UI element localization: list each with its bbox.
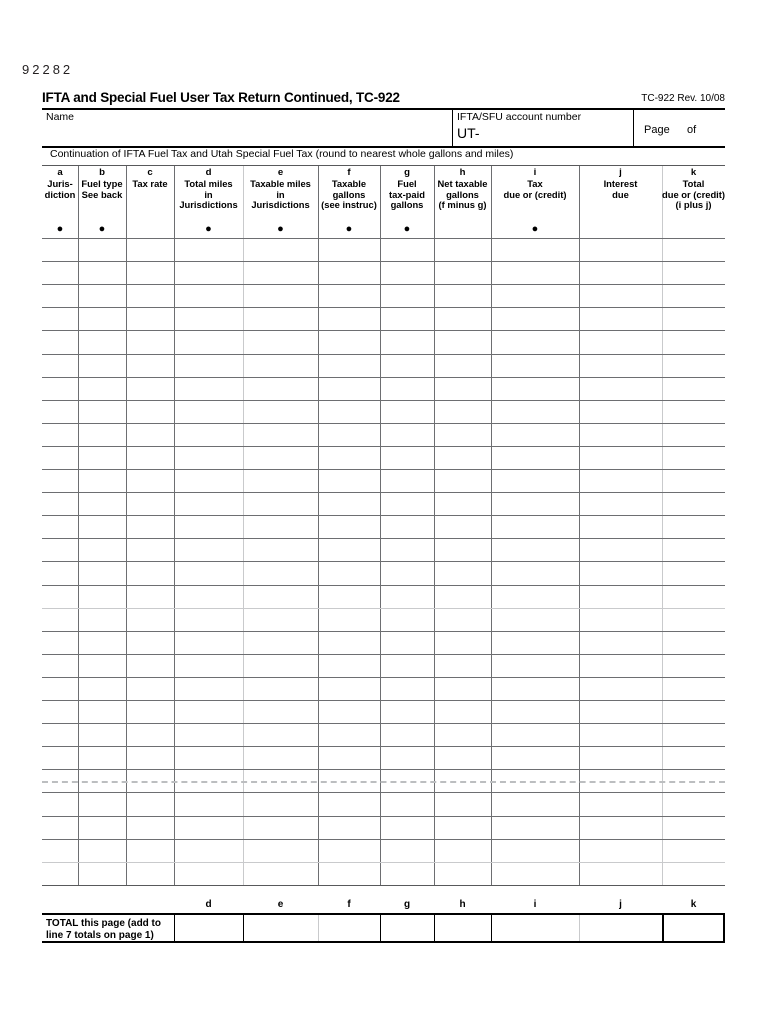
row-divider xyxy=(42,515,725,516)
required-bullet-a: ● xyxy=(56,223,64,235)
column-header-line: Jurisdictions xyxy=(251,199,310,211)
column-header-line: See back xyxy=(81,188,123,200)
revision-label: TC-922 Rev. 10/08 xyxy=(641,93,725,104)
total-column-letter-d: d xyxy=(205,899,212,910)
total-column-letters xyxy=(42,899,725,912)
total-cell-g[interactable] xyxy=(380,915,434,941)
total-label-line1: TOTAL this page (add to xyxy=(46,918,161,929)
row-divider xyxy=(42,330,725,331)
column-letter: a xyxy=(57,167,63,178)
column-header-j xyxy=(579,166,662,226)
column-header-b xyxy=(78,166,126,226)
column-header-e xyxy=(243,166,318,226)
column-header-line: Tax rate xyxy=(132,178,168,190)
row-divider xyxy=(42,446,725,447)
total-column-letter-e: e xyxy=(277,899,284,910)
row-divider xyxy=(42,746,725,747)
total-cell-f[interactable] xyxy=(318,915,380,941)
column-header-line: gallons xyxy=(446,188,479,200)
page-label: Page xyxy=(644,124,670,136)
row-divider xyxy=(42,284,725,285)
total-column-letter-k: k xyxy=(690,899,697,910)
row-divider xyxy=(42,862,725,863)
row-divider xyxy=(42,377,725,378)
column-header-line: (see instruc) xyxy=(321,199,377,211)
required-bullet-b: ● xyxy=(98,223,106,235)
required-bullet-f: ● xyxy=(345,223,353,235)
row-divider xyxy=(42,423,725,424)
column-divider xyxy=(662,166,663,885)
column-header-i xyxy=(491,166,579,226)
column-divider xyxy=(78,166,79,885)
row-divider xyxy=(42,400,725,401)
column-header-line: due or (credit) xyxy=(662,188,726,200)
header-fields-band xyxy=(42,110,725,146)
total-column-letter-j: j xyxy=(619,899,622,910)
row-divider xyxy=(42,492,725,493)
total-column-letter-f: f xyxy=(347,899,351,910)
row-divider xyxy=(42,354,725,355)
column-letter: h xyxy=(459,167,466,178)
required-bullet-e: ● xyxy=(277,223,284,235)
column-divider xyxy=(491,166,492,885)
column-header-line: Interest xyxy=(603,178,638,190)
account-prefix: UT- xyxy=(457,125,480,141)
row-divider xyxy=(42,816,725,817)
column-header-g xyxy=(380,166,434,226)
row-divider xyxy=(42,700,725,701)
row-divider xyxy=(42,792,725,793)
row-divider xyxy=(42,585,725,586)
column-header-line: Jurisdictions xyxy=(179,199,238,211)
header-bottom-rule xyxy=(42,238,725,239)
row-divider xyxy=(42,469,725,470)
column-letter: f xyxy=(347,167,351,178)
row-divider xyxy=(42,261,725,262)
row-divider xyxy=(42,654,725,655)
column-divider xyxy=(243,166,244,885)
page-number-field[interactable] xyxy=(633,110,725,146)
column-header-line: Taxable miles xyxy=(250,178,311,190)
scan-artifact-line xyxy=(42,781,725,783)
column-letter: g xyxy=(404,167,410,178)
column-header-k xyxy=(662,166,725,226)
total-cell-i[interactable] xyxy=(491,915,579,941)
row-divider xyxy=(42,839,725,840)
required-bullet-i: ● xyxy=(531,223,539,235)
column-header-line: gallons xyxy=(332,188,366,200)
column-divider xyxy=(380,166,381,885)
row-divider xyxy=(42,538,725,539)
column-header-line: diction xyxy=(44,188,76,200)
total-cell-d[interactable] xyxy=(174,915,243,941)
column-header-line: (f minus g) xyxy=(438,199,487,211)
column-letter: e xyxy=(277,167,284,178)
column-letter: j xyxy=(619,167,622,178)
column-header-line: in xyxy=(276,188,285,200)
title-row xyxy=(42,90,725,108)
column-divider xyxy=(579,166,580,885)
total-column-letter-h: h xyxy=(459,899,466,910)
column-header-line: Fuel xyxy=(397,178,417,190)
column-letter: d xyxy=(205,167,212,178)
total-label xyxy=(46,918,161,941)
column-header-d xyxy=(174,166,243,226)
account-number-field[interactable] xyxy=(452,110,633,146)
column-header-line: due xyxy=(612,188,629,200)
column-header-line: due or (credit) xyxy=(503,188,567,200)
page-of-label: of xyxy=(687,124,697,136)
jurisdiction-table xyxy=(42,165,725,886)
column-divider xyxy=(434,166,435,885)
column-letter: b xyxy=(99,167,105,178)
column-header-c xyxy=(126,166,174,226)
column-header-line: Fuel type xyxy=(81,178,123,190)
total-this-page-row xyxy=(42,913,725,943)
column-divider xyxy=(318,166,319,885)
total-cell-j[interactable] xyxy=(579,915,662,941)
column-divider xyxy=(126,166,127,885)
column-header-f xyxy=(318,166,380,226)
column-letter: k xyxy=(690,167,697,178)
column-header-a xyxy=(42,166,78,226)
account-label: IFTA/SFU account number xyxy=(457,111,582,123)
row-divider xyxy=(42,608,725,609)
column-letter: c xyxy=(147,167,153,178)
total-label-line2: line 7 totals on page 1) xyxy=(46,929,154,941)
row-divider xyxy=(42,631,725,632)
row-divider xyxy=(42,769,725,770)
name-field[interactable] xyxy=(42,110,452,146)
column-letter: i xyxy=(533,167,537,178)
name-label: Name xyxy=(46,111,75,123)
column-header-line: Taxable xyxy=(331,178,367,190)
page-title: IFTA and Special Fuel User Tax Return Continued, TC-922 xyxy=(42,90,400,105)
total-cell-k[interactable] xyxy=(662,915,725,941)
column-header-h xyxy=(434,166,491,226)
column-divider xyxy=(174,166,175,885)
row-divider xyxy=(42,307,725,308)
row-divider xyxy=(42,561,725,562)
required-bullet-d: ● xyxy=(205,223,212,235)
total-column-letter-g: g xyxy=(403,899,411,910)
continuation-note: Continuation of IFTA Fuel Tax and Utah Special Fuel Tax (round to nearest whole gallons and miles) xyxy=(50,148,514,160)
form-id-number: 92282 xyxy=(22,62,74,77)
column-header-line: (i plus j) xyxy=(675,199,712,211)
column-header-line: Total miles xyxy=(184,178,233,190)
column-header-line: Net taxable xyxy=(437,178,488,190)
row-divider xyxy=(42,677,725,678)
column-header-line: Tax xyxy=(527,178,543,190)
required-bullet-g: ● xyxy=(403,223,411,235)
total-cell-e[interactable] xyxy=(243,915,318,941)
total-column-letter-i: i xyxy=(533,899,537,910)
column-header-line: tax-paid xyxy=(389,188,425,200)
column-header-line: gallons xyxy=(390,199,424,211)
total-cell-h[interactable] xyxy=(434,915,491,941)
column-header-line: Juris- xyxy=(47,178,73,190)
column-header-line: in xyxy=(204,188,213,200)
row-divider xyxy=(42,723,725,724)
column-header-line: Total xyxy=(682,178,705,190)
